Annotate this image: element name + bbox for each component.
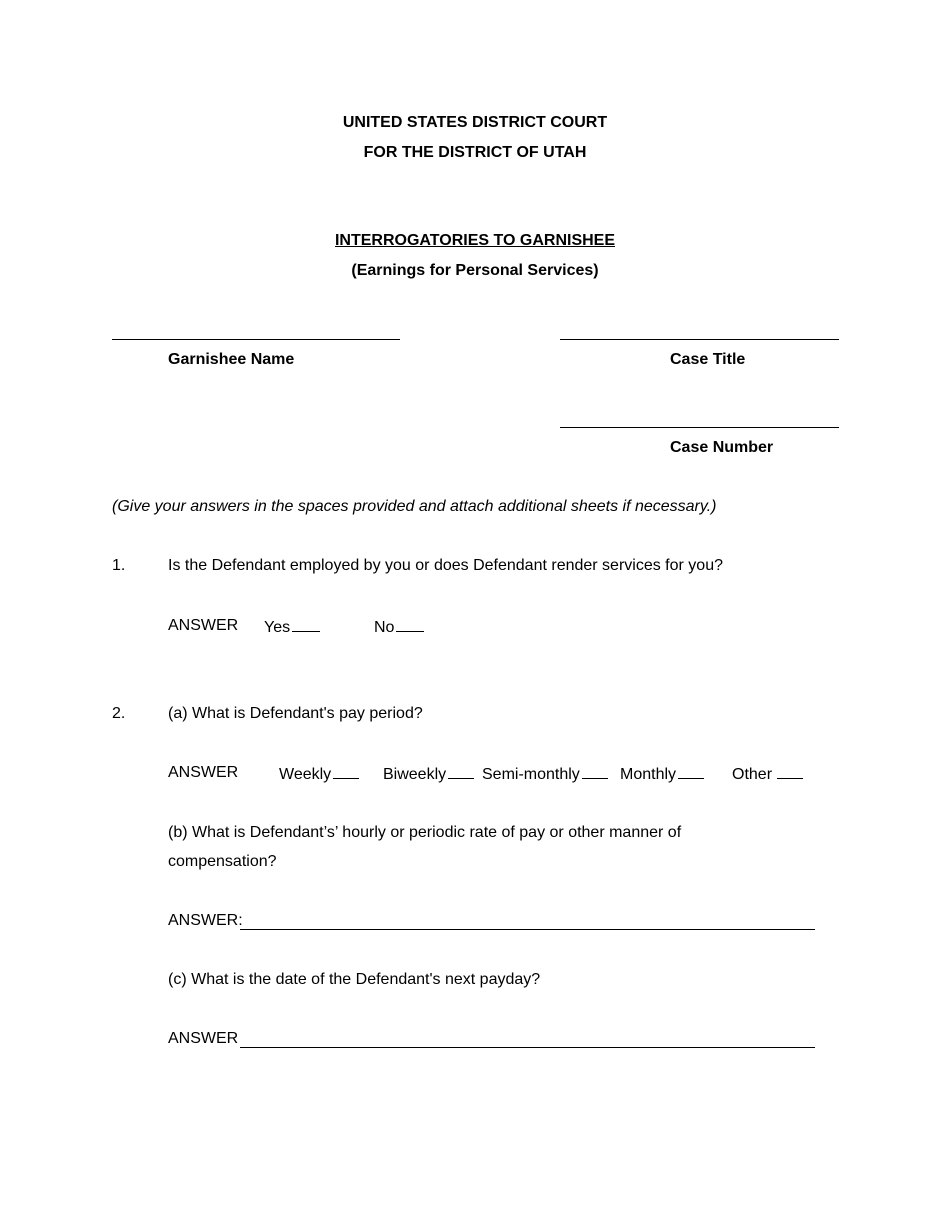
question-2c-text: (c) What is the date of the Defendant's next payday? xyxy=(168,971,541,988)
weekly-blank[interactable] xyxy=(333,764,359,779)
pay-period-weekly-option xyxy=(279,764,359,784)
other-label: Other xyxy=(732,766,773,783)
case-title-field[interactable] xyxy=(560,339,839,340)
semimonthly-blank[interactable] xyxy=(582,764,608,779)
biweekly-blank[interactable] xyxy=(448,764,474,779)
no-blank[interactable] xyxy=(396,617,424,632)
question-1-yes-option xyxy=(264,617,320,637)
question-2b-answer-label: ANSWER: xyxy=(168,912,243,929)
document-subtitle: (Earnings for Personal Services) xyxy=(351,262,599,279)
weekly-label: Weekly xyxy=(279,766,332,783)
question-1-text: Is the Defendant employed by you or does Defendant render services for you? xyxy=(168,557,723,574)
instructions-text: (Give your answers in the spaces provided and attach additional sheets if necessary.) xyxy=(112,498,717,515)
pay-period-monthly-option xyxy=(620,764,704,784)
document-title xyxy=(0,232,950,250)
garnishee-name-label: Garnishee Name xyxy=(168,351,295,368)
question-2b-answer-field[interactable] xyxy=(240,929,815,930)
pay-period-semimonthly-option xyxy=(482,764,608,784)
question-2a-answer-label: ANSWER xyxy=(168,764,239,781)
pay-period-other-option xyxy=(732,764,803,784)
question-2-number: 2. xyxy=(112,705,126,722)
document-title-text: INTERROGATORIES TO GARNISHEE xyxy=(334,232,616,249)
question-2b-text-line1: (b) What is Defendant’s’ hourly or periodic rate of pay or other manner of xyxy=(168,824,682,841)
question-2c-answer-field[interactable] xyxy=(240,1047,815,1048)
semimonthly-label: Semi-monthly xyxy=(482,766,580,783)
monthly-label: Monthly xyxy=(620,766,677,783)
other-blank[interactable] xyxy=(777,764,803,779)
pay-period-biweekly-option xyxy=(383,764,474,784)
case-number-field[interactable] xyxy=(560,427,839,428)
monthly-blank[interactable] xyxy=(678,764,704,779)
garnishee-name-field[interactable] xyxy=(112,339,400,340)
no-label: No xyxy=(374,619,395,636)
biweekly-label: Biweekly xyxy=(383,766,447,783)
yes-label: Yes xyxy=(264,619,291,636)
question-2a-text: (a) What is Defendant's pay period? xyxy=(168,705,423,722)
question-2c-answer-label: ANSWER xyxy=(168,1030,239,1047)
question-2b-text-line2: compensation? xyxy=(168,853,277,870)
case-title-label: Case Title xyxy=(670,351,746,368)
court-name-line1: UNITED STATES DISTRICT COURT xyxy=(342,114,608,131)
yes-blank[interactable] xyxy=(292,617,320,632)
question-1-no-option xyxy=(374,617,424,637)
case-number-label: Case Number xyxy=(670,439,774,456)
question-1-number: 1. xyxy=(112,557,126,574)
court-name-line2: FOR THE DISTRICT OF UTAH xyxy=(363,144,587,161)
question-1-answer-label: ANSWER xyxy=(168,617,239,634)
